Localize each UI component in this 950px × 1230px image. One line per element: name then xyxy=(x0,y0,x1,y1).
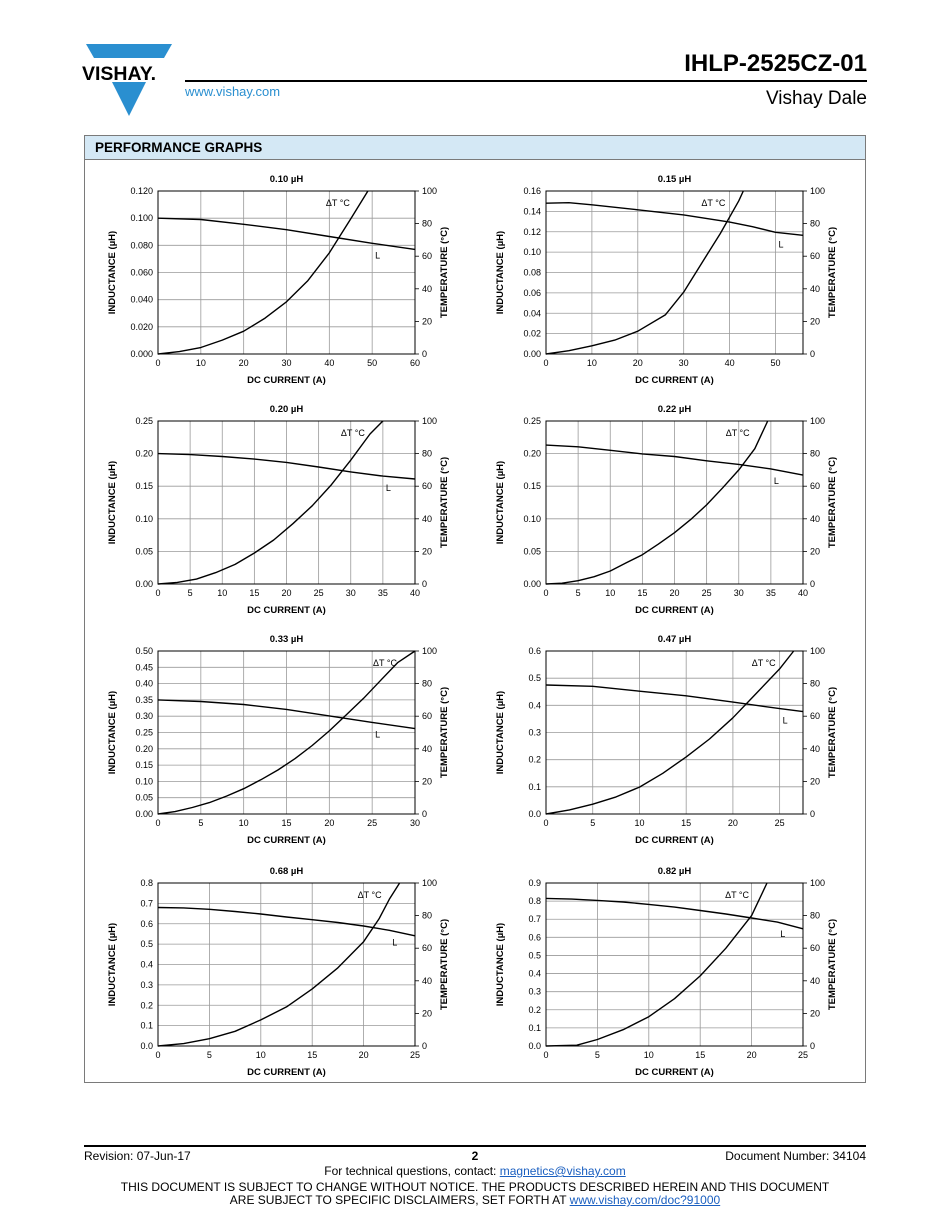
x-tick-label: 15 xyxy=(249,588,260,598)
y-axis-label: INDUCTANCE (µH) xyxy=(495,460,506,545)
y2-tick-label: 0 xyxy=(422,349,428,359)
x-tick-label: 30 xyxy=(733,588,744,598)
temperature-series-label: ΔT °C xyxy=(357,890,382,900)
x-tick-label: 0 xyxy=(543,1050,549,1060)
chart-title: 0.47 µH xyxy=(657,634,692,645)
disclaimer-line-2 xyxy=(0,1194,950,1207)
x-tick-label: 25 xyxy=(409,1050,421,1060)
y2-axis-label: TEMPERATURE (°C) xyxy=(827,918,838,1011)
x-tick-label: 40 xyxy=(324,358,335,368)
y2-tick-label: 80 xyxy=(422,218,433,229)
y-tick-label: 0.14 xyxy=(523,206,541,217)
x-tick-label: 10 xyxy=(643,1050,654,1060)
y-tick-label: 0.08 xyxy=(523,267,541,278)
y2-tick-label: 60 xyxy=(810,943,821,954)
x-tick-label: 20 xyxy=(669,588,680,598)
y-tick-label: 0.0 xyxy=(528,1041,541,1051)
chart-inductance-0-47uh xyxy=(478,628,848,850)
x-tick-label: 30 xyxy=(409,818,421,828)
inductance-series-label: L xyxy=(778,239,784,250)
y-tick-label: 0.35 xyxy=(135,694,153,705)
y-tick-label: 0.020 xyxy=(130,321,153,332)
y-tick-label: 0.3 xyxy=(528,727,541,738)
vishay-logo[interactable] xyxy=(82,44,174,118)
y-tick-label: 0.100 xyxy=(130,213,153,224)
y-tick-label: 0.1 xyxy=(140,1020,153,1031)
y-tick-label: 0.10 xyxy=(135,513,153,524)
x-tick-label: 5 xyxy=(187,588,193,598)
y-tick-label: 0.04 xyxy=(523,308,541,319)
y-tick-label: 0.5 xyxy=(140,939,153,950)
y-tick-label: 0.120 xyxy=(130,186,153,196)
y2-tick-label: 60 xyxy=(422,481,433,492)
x-tick-label: 50 xyxy=(367,358,378,368)
temperature-series-label: ΔT °C xyxy=(725,890,750,900)
x-tick-label: 5 xyxy=(575,588,581,598)
y-tick-label: 0.040 xyxy=(130,294,153,305)
y2-tick-label: 0 xyxy=(422,1041,428,1051)
y-axis-label: INDUCTANCE (µH) xyxy=(107,460,118,545)
x-tick-label: 30 xyxy=(678,358,689,368)
temperature-series-label: ΔT °C xyxy=(373,658,397,668)
chart-title: 0.10 µH xyxy=(269,174,304,185)
y-tick-label: 0.10 xyxy=(523,247,541,258)
y-tick-label: 0.7 xyxy=(528,914,541,925)
inductance-series-label: L xyxy=(773,475,779,486)
y2-tick-label: 40 xyxy=(422,513,433,524)
x-tick-label: 40 xyxy=(409,588,421,598)
y2-tick-label: 20 xyxy=(810,776,821,787)
x-axis-label: DC CURRENT (A) xyxy=(247,375,326,386)
y-tick-label: 0.4 xyxy=(528,968,541,979)
inductance-curve xyxy=(546,685,803,712)
x-tick-label: 10 xyxy=(586,358,597,368)
y2-tick-label: 60 xyxy=(422,251,433,262)
y2-axis-label: TEMPERATURE (°C) xyxy=(439,456,450,549)
y-tick-label: 0.02 xyxy=(523,328,541,339)
y2-tick-label: 40 xyxy=(422,283,433,294)
x-axis-label: DC CURRENT (A) xyxy=(635,375,714,386)
y-tick-label: 0.000 xyxy=(130,349,153,359)
y2-tick-label: 100 xyxy=(422,416,438,426)
chart-title: 0.68 µH xyxy=(269,866,304,877)
disclaimer-line-1: THIS DOCUMENT IS SUBJECT TO CHANGE WITHOUT NOTICE. THE PRODUCTS DESCRIBED HEREIN AND THIS DOCUMENT xyxy=(120,1180,830,1194)
inductance-curve xyxy=(546,898,803,928)
x-axis-label: DC CURRENT (A) xyxy=(635,1067,714,1078)
y-tick-label: 0.2 xyxy=(528,1004,541,1015)
y2-tick-label: 80 xyxy=(422,678,433,689)
contact-email-link[interactable]: magnetics@vishay.com xyxy=(499,1164,626,1178)
chart-inductance-0-10uh xyxy=(90,168,460,390)
temperature-rise-curve xyxy=(546,883,767,1046)
x-tick-label: 25 xyxy=(367,818,378,828)
x-tick-label: 25 xyxy=(701,588,712,598)
y-axis-label: INDUCTANCE (µH) xyxy=(495,230,506,315)
x-tick-label: 10 xyxy=(255,1050,266,1060)
chart-inductance-0-33uh xyxy=(90,628,460,850)
y2-tick-label: 100 xyxy=(422,878,438,888)
y2-axis-label: TEMPERATURE (°C) xyxy=(439,686,450,779)
y2-tick-label: 20 xyxy=(422,776,433,787)
y2-tick-label: 40 xyxy=(422,743,433,754)
inductance-curve xyxy=(546,203,803,236)
disclaimer-prefix: ARE SUBJECT TO SPECIFIC DISCLAIMERS, SET FORTH AT xyxy=(229,1193,570,1207)
revision-date: Revision: 07-Jun-17 xyxy=(84,1149,191,1163)
x-tick-label: 30 xyxy=(281,358,292,368)
y2-tick-label: 100 xyxy=(810,646,826,656)
y-tick-label: 0.45 xyxy=(135,662,153,673)
inductance-series-label: L xyxy=(375,250,381,261)
temperature-series-label: ΔT °C xyxy=(751,658,776,668)
y-tick-label: 0.4 xyxy=(528,700,541,711)
division-name: Vishay Dale xyxy=(765,88,867,109)
x-axis-label: DC CURRENT (A) xyxy=(247,605,326,616)
y2-tick-label: 40 xyxy=(810,743,821,754)
x-tick-label: 20 xyxy=(746,1050,757,1060)
y2-tick-label: 100 xyxy=(810,186,826,196)
y-tick-label: 0.15 xyxy=(135,481,153,492)
x-axis-label: DC CURRENT (A) xyxy=(247,1067,326,1078)
inductance-series-label: L xyxy=(385,483,391,494)
y2-axis-label: TEMPERATURE (°C) xyxy=(827,226,838,319)
y2-tick-label: 0 xyxy=(810,809,816,819)
y2-tick-label: 60 xyxy=(422,943,433,954)
y-tick-label: 0.05 xyxy=(523,546,541,557)
y2-tick-label: 0 xyxy=(810,349,816,359)
y-tick-label: 0.6 xyxy=(528,932,541,943)
vishay-logo-triangle xyxy=(112,82,146,116)
chart-inductance-0-20uh xyxy=(90,398,460,620)
y2-tick-label: 40 xyxy=(810,513,821,524)
x-tick-label: 40 xyxy=(797,588,809,598)
y2-tick-label: 20 xyxy=(422,1008,433,1019)
contact-line xyxy=(0,1164,950,1178)
temperature-rise-curve xyxy=(546,421,768,584)
x-tick-label: 10 xyxy=(634,818,645,828)
y2-tick-label: 80 xyxy=(810,678,821,689)
y2-tick-label: 100 xyxy=(422,646,438,656)
y-tick-label: 0.6 xyxy=(140,918,153,929)
contact-prefix: For technical questions, contact: xyxy=(324,1164,500,1178)
y2-tick-label: 80 xyxy=(422,448,433,459)
y2-axis-label: TEMPERATURE (°C) xyxy=(827,686,838,779)
y-tick-label: 0.20 xyxy=(135,743,153,754)
chart-title: 0.33 µH xyxy=(269,634,304,645)
inductance-series-label: L xyxy=(782,715,788,726)
y2-tick-label: 20 xyxy=(422,316,433,327)
y2-tick-label: 100 xyxy=(422,186,438,196)
y2-tick-label: 60 xyxy=(422,711,433,722)
y-tick-label: 0.9 xyxy=(528,878,541,888)
vishay-logo-text: VISHAY. xyxy=(82,63,157,85)
y-tick-label: 0.06 xyxy=(523,287,541,298)
page-number: 2 xyxy=(471,1149,479,1163)
disclaimer xyxy=(0,1181,950,1207)
y-tick-label: 0.05 xyxy=(135,792,153,803)
y-tick-label: 0.00 xyxy=(135,809,153,819)
x-tick-label: 0 xyxy=(155,588,161,598)
y-tick-label: 0.0 xyxy=(528,809,541,819)
temperature-series-label: ΔT °C xyxy=(340,428,365,438)
y2-tick-label: 40 xyxy=(810,283,821,294)
y-tick-label: 0.25 xyxy=(135,727,153,738)
disclaimer-link[interactable]: www.vishay.com/doc?91000 xyxy=(569,1193,721,1207)
y-tick-label: 0.50 xyxy=(135,646,153,656)
section-title: PERFORMANCE GRAPHS xyxy=(85,136,865,160)
x-tick-label: 5 xyxy=(198,818,204,828)
y2-tick-label: 0 xyxy=(810,1041,816,1051)
x-tick-label: 20 xyxy=(632,358,643,368)
y-tick-label: 0.00 xyxy=(135,579,153,589)
y-tick-label: 0.15 xyxy=(135,760,153,771)
y2-axis-label: TEMPERATURE (°C) xyxy=(439,918,450,1011)
x-tick-label: 0 xyxy=(155,818,161,828)
x-tick-label: 10 xyxy=(605,588,616,598)
y-tick-label: 0.25 xyxy=(523,416,541,426)
chart-title: 0.15 µH xyxy=(657,174,692,185)
website-link[interactable]: www.vishay.com xyxy=(185,84,281,99)
x-axis-label: DC CURRENT (A) xyxy=(635,605,714,616)
chart-inductance-0-22uh xyxy=(478,398,848,620)
y-tick-label: 0.8 xyxy=(140,878,153,888)
y-axis-label: INDUCTANCE (µH) xyxy=(495,690,506,775)
x-tick-label: 35 xyxy=(377,588,388,598)
y2-tick-label: 80 xyxy=(810,448,821,459)
header-rule xyxy=(185,80,867,82)
y-tick-label: 0.060 xyxy=(130,267,153,278)
y-tick-label: 0.5 xyxy=(528,950,541,961)
temperature-rise-curve xyxy=(158,421,383,584)
x-tick-label: 25 xyxy=(774,818,785,828)
x-tick-label: 5 xyxy=(206,1050,212,1060)
y2-tick-label: 100 xyxy=(810,416,826,426)
temperature-series-label: ΔT °C xyxy=(325,198,350,208)
y2-tick-label: 100 xyxy=(810,878,826,888)
y2-tick-label: 80 xyxy=(422,910,433,921)
x-tick-label: 35 xyxy=(765,588,776,598)
y-tick-label: 0.10 xyxy=(135,776,153,787)
y-tick-label: 0.0 xyxy=(140,1041,153,1051)
y-axis-label: INDUCTANCE (µH) xyxy=(107,922,118,1007)
y-tick-label: 0.080 xyxy=(130,240,153,251)
y-tick-label: 0.20 xyxy=(135,448,153,459)
y-tick-label: 0.5 xyxy=(528,673,541,684)
inductance-series-label: L xyxy=(392,937,398,948)
x-tick-label: 50 xyxy=(770,358,781,368)
y2-tick-label: 0 xyxy=(422,579,428,589)
x-tick-label: 40 xyxy=(724,358,735,368)
x-tick-label: 15 xyxy=(695,1050,706,1060)
x-tick-label: 30 xyxy=(345,588,356,598)
chart-title: 0.22 µH xyxy=(657,404,692,415)
chart-title: 0.82 µH xyxy=(657,866,692,877)
x-tick-label: 25 xyxy=(313,588,324,598)
x-tick-label: 5 xyxy=(590,818,596,828)
x-axis-label: DC CURRENT (A) xyxy=(247,835,326,846)
chart-title: 0.20 µH xyxy=(269,404,304,415)
y2-tick-label: 0 xyxy=(422,809,428,819)
x-tick-label: 15 xyxy=(281,818,292,828)
y2-tick-label: 40 xyxy=(810,975,821,986)
y-tick-label: 0.12 xyxy=(523,226,541,237)
y2-tick-label: 60 xyxy=(810,481,821,492)
x-tick-label: 10 xyxy=(217,588,228,598)
y2-tick-label: 80 xyxy=(810,910,821,921)
y-tick-label: 0.05 xyxy=(135,546,153,557)
chart-inductance-0-68uh xyxy=(90,860,460,1082)
y-tick-label: 0.40 xyxy=(135,678,153,689)
y-tick-label: 0.1 xyxy=(528,781,541,792)
y-tick-label: 0.3 xyxy=(528,986,541,997)
x-tick-label: 10 xyxy=(238,818,249,828)
document-number: Document Number: 34104 xyxy=(725,1149,866,1163)
x-tick-label: 0 xyxy=(543,818,549,828)
y2-tick-label: 20 xyxy=(810,316,821,327)
x-tick-label: 20 xyxy=(281,588,292,598)
y-tick-label: 0.20 xyxy=(523,448,541,459)
x-tick-label: 25 xyxy=(797,1050,809,1060)
x-tick-label: 20 xyxy=(238,358,249,368)
y2-tick-label: 20 xyxy=(422,546,433,557)
x-axis-label: DC CURRENT (A) xyxy=(635,835,714,846)
x-tick-label: 15 xyxy=(307,1050,318,1060)
y-tick-label: 0.10 xyxy=(523,513,541,524)
y-tick-label: 0.00 xyxy=(523,349,541,359)
vishay-logo-top-band xyxy=(86,44,172,58)
x-tick-label: 20 xyxy=(324,818,335,828)
y2-tick-label: 60 xyxy=(810,711,821,722)
y-tick-label: 0.8 xyxy=(528,896,541,907)
inductance-series-label: L xyxy=(375,729,381,740)
y2-tick-label: 80 xyxy=(810,218,821,229)
y2-axis-label: TEMPERATURE (°C) xyxy=(827,456,838,549)
x-tick-label: 15 xyxy=(637,588,648,598)
y-tick-label: 0.4 xyxy=(140,959,153,970)
x-tick-label: 20 xyxy=(727,818,738,828)
x-tick-label: 0 xyxy=(155,358,161,368)
footer-rule xyxy=(84,1145,866,1147)
y-tick-label: 0.16 xyxy=(523,186,541,196)
x-tick-label: 5 xyxy=(594,1050,600,1060)
x-tick-label: 0 xyxy=(543,588,549,598)
y-tick-label: 0.2 xyxy=(528,754,541,765)
y2-axis-label: TEMPERATURE (°C) xyxy=(439,226,450,319)
chart-inductance-0-82uh xyxy=(478,860,848,1082)
y-tick-label: 0.3 xyxy=(140,979,153,990)
x-tick-label: 60 xyxy=(409,358,421,368)
y-tick-label: 0.15 xyxy=(523,481,541,492)
y2-tick-label: 60 xyxy=(810,251,821,262)
inductance-series-label: L xyxy=(780,929,786,940)
y2-tick-label: 20 xyxy=(810,546,821,557)
x-tick-label: 20 xyxy=(358,1050,369,1060)
temperature-series-label: ΔT °C xyxy=(725,428,750,438)
y-tick-label: 0.30 xyxy=(135,711,153,722)
temperature-series-label: ΔT °C xyxy=(701,198,726,208)
y-axis-label: INDUCTANCE (µH) xyxy=(495,922,506,1007)
y-axis-label: INDUCTANCE (µH) xyxy=(107,690,118,775)
x-tick-label: 0 xyxy=(543,358,549,368)
y-tick-label: 0.25 xyxy=(135,416,153,426)
y-axis-label: INDUCTANCE (µH) xyxy=(107,230,118,315)
x-tick-label: 15 xyxy=(681,818,692,828)
y-tick-label: 0.7 xyxy=(140,898,153,909)
y2-tick-label: 20 xyxy=(810,1008,821,1019)
y-tick-label: 0.2 xyxy=(140,1000,153,1011)
y-tick-label: 0.1 xyxy=(528,1022,541,1033)
y-tick-label: 0.00 xyxy=(523,579,541,589)
y-tick-label: 0.6 xyxy=(528,646,541,656)
y2-tick-label: 0 xyxy=(810,579,816,589)
x-tick-label: 10 xyxy=(195,358,206,368)
chart-inductance-0-15uh xyxy=(478,168,848,390)
x-tick-label: 0 xyxy=(155,1050,161,1060)
y2-tick-label: 40 xyxy=(422,975,433,986)
part-number: IHLP-2525CZ-01 xyxy=(684,50,867,77)
